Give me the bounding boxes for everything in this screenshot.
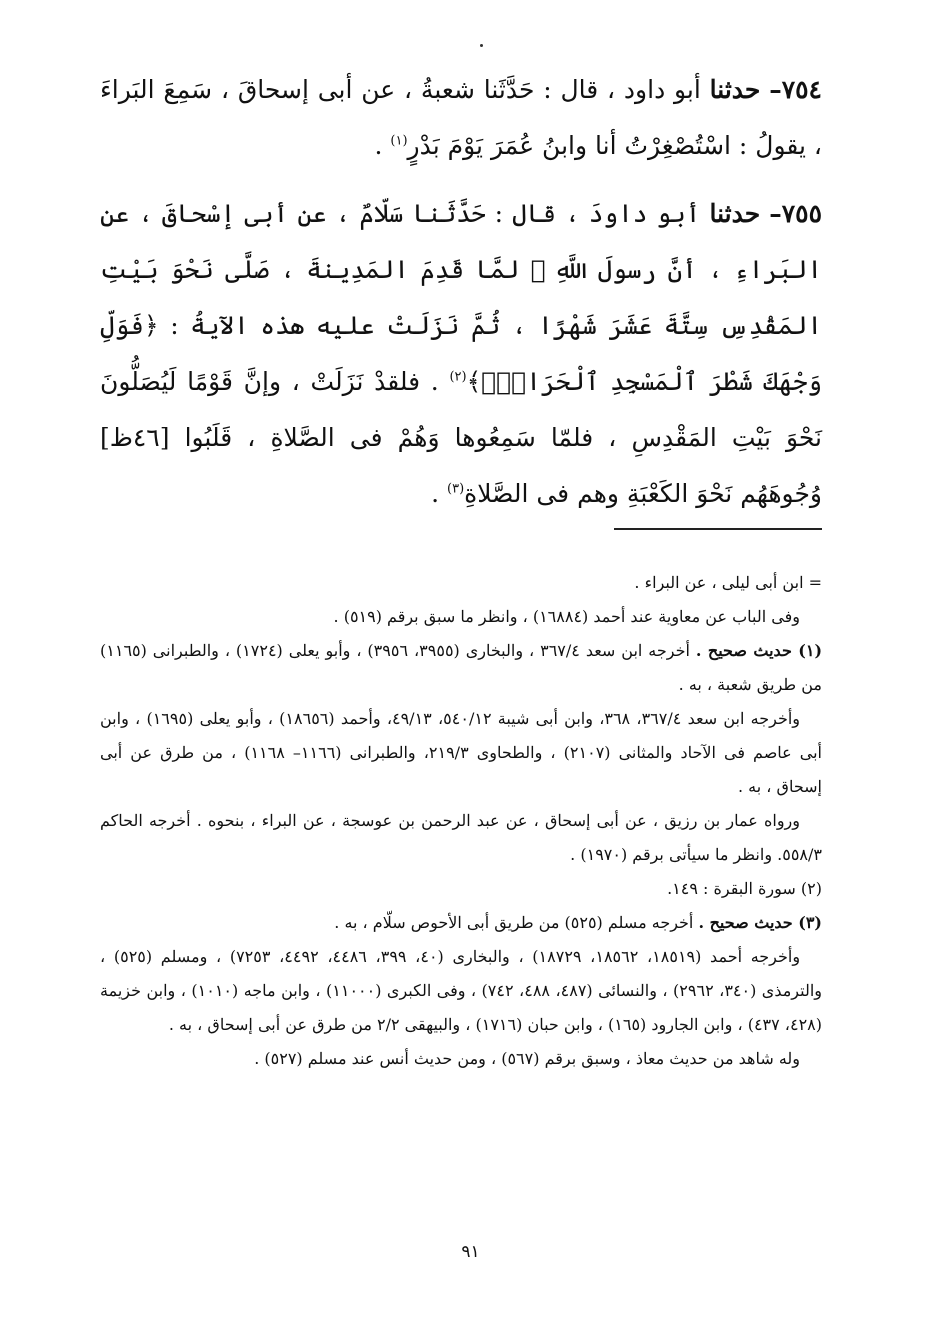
main-text [100,62,822,534]
hadith-754 [100,62,822,174]
hadith-lead-word: حدثنا [709,75,761,104]
footnote-2: (٢) سورة البقرة : ١٤٩. [667,879,822,898]
footnote-1 [100,634,822,702]
hadith-end: . [431,479,447,508]
hadith-body: أبو داود ، قال : حَدَّثَنا شعبةُ ، عن أبى إسحاقَ ، سَمِعَ البَراءَ ، يقولُ : اسْتُصْغِرْتُ أنا وابنُ عُمَرَ يَوْمَ بَدْرٍ [100,75,822,160]
footnote-label: (٣) حديث صحيح . [698,913,822,932]
footnote-line: وأخرجه أحمد (١٨٥١٩، ١٨٥٦٢، ١٨٧٢٩) ، والبخارى (٤٠، ٣٩٩، ٤٤٨٦، ٤٤٩٢، ٧٢٥٣) ، ومسلم (٥٢٥) ، والترمذى (٣٤٠، ٢٩٦٢) ، والنسائى (٤٨٧، ٤٨٨، ٧٤٢) ، وفى الكبرى (١١٠٠٠) ، وابن ماجه (١٠١٠) ، وابن خزيمة (٤٢٨، ٤٣٧) ، وابن الجارود (١٦٥) ، وابن حبان (١٧١٦) ، والبيهقى ٢/٢ من طرق عن أبى إسحاق ، به . [100,947,823,1034]
top-dot [480,44,483,47]
footnote-text: أخرجه ابن سعد ٣٦٧/٤ ، والبخارى (٣٩٥٥، ٣٩٥٦) ، وأبو يعلى (١٧٢٤) ، والطبرانى (١١٦٥) من طريق شعبة ، به . [100,641,822,694]
footnote-label: (١) حديث صحيح . [695,641,823,660]
footnote-line: ورواه عمار بن رزيق ، عن أبى إسحاق ، عن عبد الرحمن بن عوسجة ، عن البراء ، بنحوه . أخرجه الحاكم ٥٥٨/٣. وانظر ما سيأتى برقم (١٩٧٠) . [100,811,822,864]
hadith-755 [100,186,822,522]
footnote-ref: (٢) [449,369,467,385]
footnote-line: وأخرجه ابن سعد ٣٦٧/٤، ٣٦٨، وابن أبى شيبة ٥٤٠/١٢، ٤٩/١٣، وأحمد (١٨٦٥٦) ، وأبو يعلى (١٦٩٥) ، وابن أبى عاصم فى الآحاد والمثانى (٢١٠٧) ، والطحاوى ٢١٩/٣، والطبرانى (١١٦٦– ١١٦٨) ، من طرق عن أبى إسحاق ، به . [100,709,822,796]
footnote-3 [100,906,822,940]
footnote-ref: (٣) [447,481,465,497]
hadith-body: أبو داودَ ، قال : حَدَّثَنا سَلّامٌ ، عن أبى إسْحاقَ ، عن البَراءِ ، أنَّ رسولَ اللَّهِ ﷺ لمَّا قَدِمَ المَدِينةَ ، صَلَّى نَحْوَ بَيْتِ المَقْدِسِ سِتَّةَ عَشَرَ شَهْرًا ، ثُمَّ نَزَلَتْ عليه هذه الآيةُ : ﴿فَوَلِّ وَجْهَكَ شَطْرَ ٱلْمَسْجِدِ ٱلْحَرَامِۚ﴾ [100,199,823,396]
hadith-number: ٧٥٤– [769,75,822,104]
footnote-text: أخرجه مسلم (٥٢٥) من طريق أبى الأحوص سلّام ، به . [334,913,699,932]
hadith-number: ٧٥٥– [769,199,823,228]
hadith-end: . [374,131,391,160]
hadith-lead-word: حدثنا [709,199,761,228]
footnote-line: وله شاهد من حديث معاذ ، وسبق برقم (٥٦٧) ، ومن حديث أنس عند مسلم (٥٢٧) . [254,1049,800,1068]
footnote-ref: (١) [390,133,408,149]
footnotes [100,566,822,1076]
footnote-line: = ابن أبى ليلى ، عن البراء . [634,573,822,592]
footnote-line: وفى الباب عن معاوية عند أحمد (١٦٨٨٤) ، وانظر ما سبق برقم (٥١٩) . [333,607,800,626]
hadith-body-continued: . فلقدْ نَزَلَتْ ، وإنَّ قَوْمًا لَيُصَلُّونَ نَحْوَ بَيْتِ المَقْدِسِ ، فلمّا سَمِعُوها وَهُمْ فى الصَّلاةِ ، قَلَبُوا [٤٦ظ] وُجُوهَهُم نَحْوَ الكَعْبَةِ وهم فى الصَّلاةِ [100,367,822,508]
footnote-divider [614,528,822,530]
page-number: ٩١ [461,1242,480,1262]
